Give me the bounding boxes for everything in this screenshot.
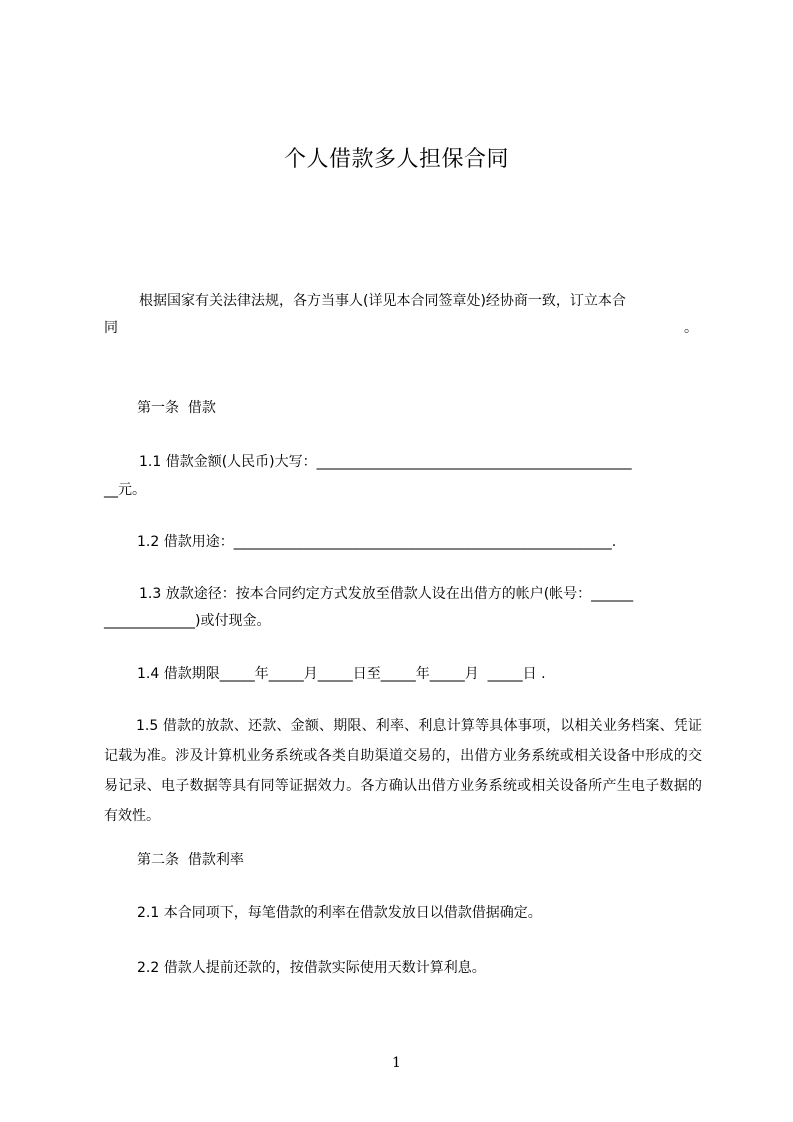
clause-1-1-line-1: 1.1 借款金额(人民币)大写：_____________________________________________ — [139, 454, 632, 470]
article-2-heading: 第二条 借款利率 — [137, 852, 244, 868]
clause-2-1: 2.1 本合同项下，每笔借款的利率在借款发放日以借款借据确定。 — [137, 905, 542, 921]
document-title: 个人借款多人担保合同 — [283, 147, 509, 172]
intro-line-2-start: 同 — [104, 320, 118, 336]
clause-1-4: 1.4 借款期限_____年_____月_____日至_____年_____月 _____日 . — [137, 666, 546, 682]
intro-line-2-end: 。 — [684, 320, 698, 336]
clause-1-3-line-2: _____________)或付现金。 — [104, 613, 271, 629]
clause-2-2: 2.2 借款人提前还款的，按借款实际使用天数计算利息。 — [137, 960, 486, 976]
clause-1-1-line-2: __元。 — [104, 482, 146, 498]
clause-1-5: 1.5 借款的放款、还款、金额、期限、利率、利息计算等具体事项，以相关业务档案、凭证记载为准。涉及计算机业务系统或各类自助渠道交易的，出借方业务系统或相关设备中形成的交易记录、电子数据等具有同等证据效力。各方确认出借方业务系统或相关设备所产生电子数据的有效性。 — [104, 718, 702, 824]
clause-1-2: 1.2 借款用途：______________________________________________________. — [137, 534, 617, 550]
intro-line-1: 根据国家有关法律法规，各方当事人(详见本合同签章处)经协商一致，订立本合 — [139, 293, 626, 309]
article-1-heading: 第一条 借款 — [137, 400, 216, 416]
clause-1-3-line-1: 1.3 放款途径：按本合同约定方式发放至借款人设在出借方的帐户(帐号：______ — [139, 586, 634, 602]
page-number: 1 — [392, 1055, 401, 1071]
